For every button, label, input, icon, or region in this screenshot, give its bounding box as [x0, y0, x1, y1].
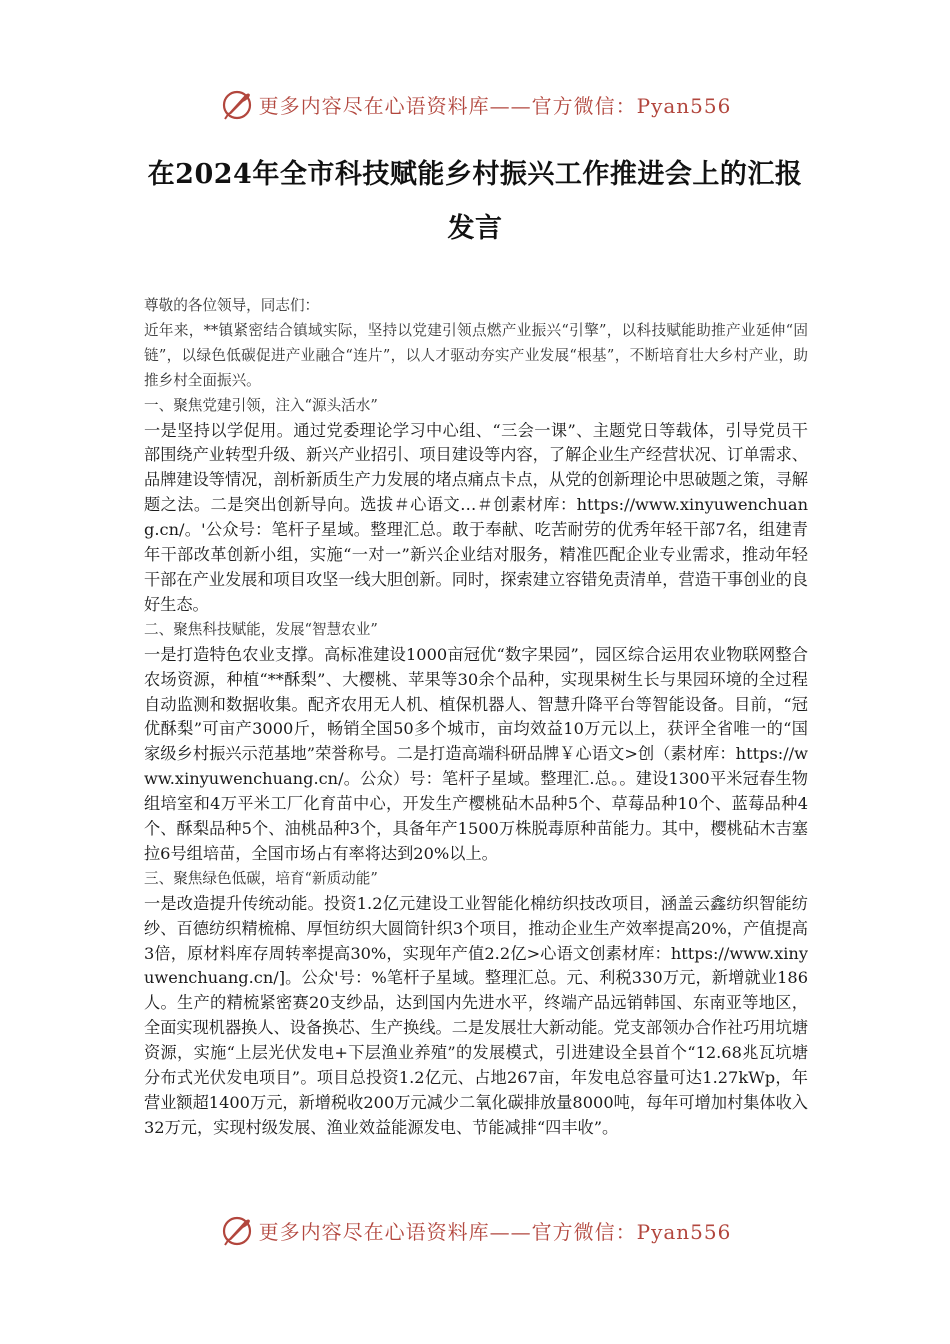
- footer-banner: [0, 1208, 950, 1252]
- section-heading-3: 三、聚焦绿色低碳，培育“新质动能”: [144, 869, 378, 887]
- banner-text: 更多内容尽在心语资料库——官方微信：Pyan556: [258, 1219, 732, 1244]
- quill-logo-icon: [219, 86, 255, 122]
- quill-logo-icon: [219, 1212, 255, 1248]
- section-heading-1: 一、聚焦党建引领，注入“源头活水”: [144, 396, 378, 414]
- salutation: 尊敬的各位领导，同志们：: [144, 297, 320, 314]
- banner-text: 更多内容尽在心语资料库——官方微信：Pyan556: [258, 93, 732, 118]
- header-banner: [0, 82, 950, 126]
- intro-paragraph: 近年来，**镇紧密结合镇域实际，坚持以党建引领点燃产业振兴“引擎”，以科技赋能助推产业延伸“固链”，以绿色低碳促进产业融合“连片”，以人才驱动夯实产业发展“根基”，不断培育壮大乡村产业，助推乡村全面振兴。: [144, 321, 808, 389]
- section-body-2: 一是打造特色农业支撑。高标准建设1000亩冠优“数字果园”，园区综合运用农业物联网整合农场资源，种植“**酥梨”、大樱桃、苹果等30余个品种，实现果树生长与果园环境的全过程自动监测和数据收集。配齐农用无人机、植保机器人、智慧升降平台等智能设备。目前，“冠优酥梨”可亩产3000斤，畅销全国50多个城市，亩均效益10万元以上，获评全省唯一的“国家级乡村振兴示范基地”荣誉称号。二是打造高端科研品牌￥心语文>创（素材库：https://www.xinyuwenchuang.cn/。公众）号：笔杆子星域。整理汇.总。。建设1300平米冠春生物组培室和4万平米工厂化育苗中心，开发生产樱桃砧木品种5个、草莓品种10个、蓝莓品种4个、酥梨品种5个、油桃品种3个，具备年产1500万株脱毒原种苗能力。其中，樱桃砧木吉塞拉6号组培苗，全国市场占有率将达到20%以上。: [144, 644, 808, 863]
- section-body-3: 一是改造提升传统动能。投资1.2亿元建设工业智能化棉纺织技改项目，涵盖云鑫纺织智能纺纱、百德纺织精梳棉、厚恒纺织大圆筒针织3个项目，推动企业生产效率提高20%，产值提高3倍，原材料库存周转率提高30%，实现年产值2.2亿>心语文创素材库：https://www.xinyuwenchuang.cn/]。公众'号：%笔杆子星域。整理汇总。元、利税330万元，新增就业186人。生产的精梳紧密赛20支纱品，达到国内先进水平，终端产品远销韩国、东南亚等地区，全面实现机器换人、设备换芯、生产换线。二是发展壮大新动能。党支部领办合作社巧用坑塘资源，实施“上层光伏发电+下层渔业养殖”的发展模式，引进建设全县首个“12.68兆瓦坑塘分布式光伏发电项目”。项目总投资1.2亿元、占地267亩，年发电总容量可达1.27kWp，年营业额超1400万元，新增税收200万元减少二氧化碳排放量8000吨，每年可增加村集体收入32万元，实现村级发展、渔业效益能源发电、节能减排“四丰收”。: [144, 893, 808, 1137]
- document-body: [144, 294, 808, 1141]
- section-heading-2: 二、聚焦科技赋能，发展“智慧农业”: [144, 620, 378, 638]
- document-title: 在2024年全市科技赋能乡村振兴工作推进会上的汇报发言: [147, 159, 803, 244]
- section-body-1: 一是坚持以学促用。通过党委理论学习中心组、“三会一课”、主题党日等载体，引导党员干部围绕产业转型升级、新兴产业招引、项目建设等内容，了解企业生产经营状况、订单需求、品牌建设等情况，剖析新质生产力发展的堵点痛点卡点，从党的创新理论中思破题之策，寻解题之法。二是突出创新导向。选拔＃心语文…＃创素材库：https://www.xinyuwenchuang.cn/。'公众号：笔杆子星域。整理汇总。敢于奉献、吃苦耐劳的优秀年轻干部7名，组建青年干部改革创新小组，实施“一对一”新兴企业结对服务，精准匹配企业专业需求，推动年轻干部在产业发展和项目攻坚一线大胆创新。同时，探索建立容错免责清单，营造干事创业的良好生态。: [144, 420, 808, 614]
